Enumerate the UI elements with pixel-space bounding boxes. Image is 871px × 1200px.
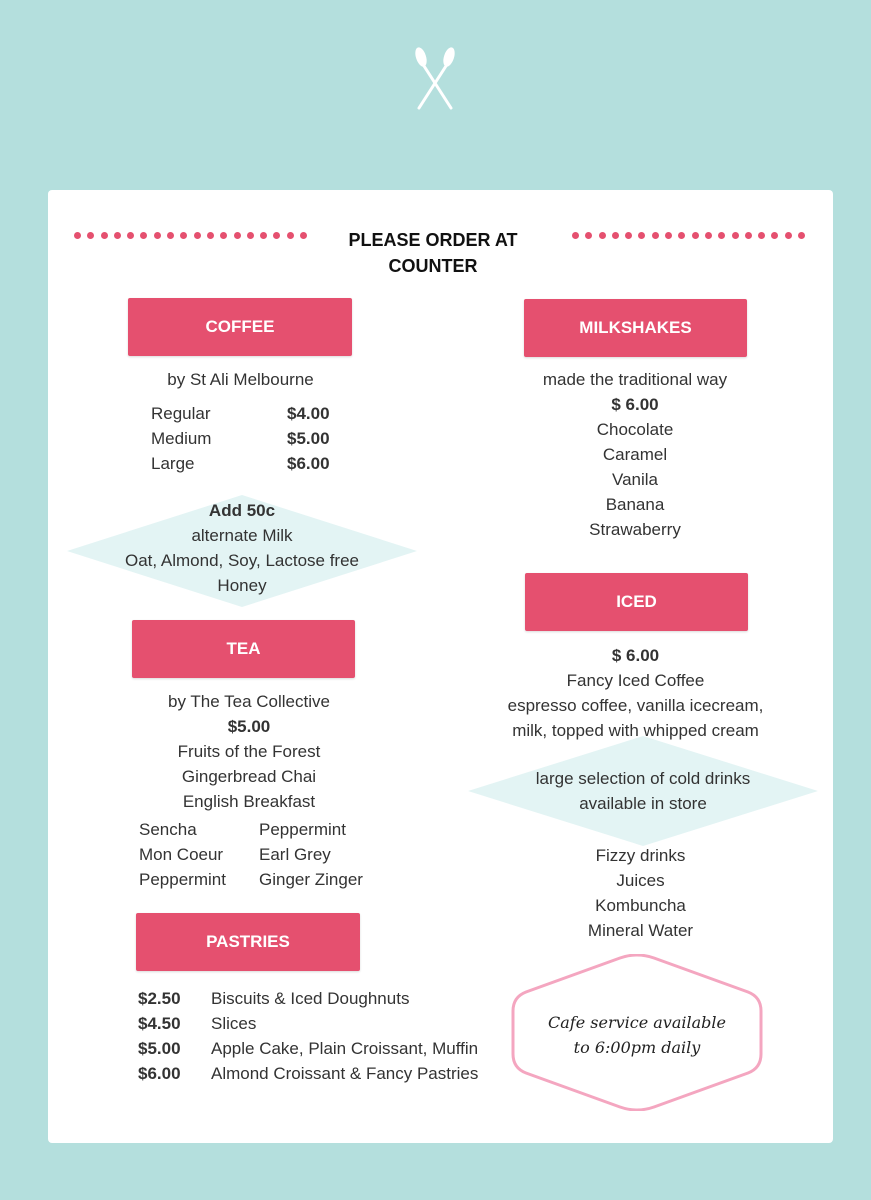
- cold-drinks-line: available in store: [579, 794, 707, 813]
- crossed-spoons-icon: [405, 44, 465, 112]
- iced-desc: espresso coffee, vanilla icecream,: [507, 696, 764, 715]
- page-title: PLEASE ORDER AT COUNTER: [348, 230, 518, 276]
- milkshakes-info: [500, 367, 770, 542]
- tea-info: [118, 689, 380, 814]
- iced-name: Fancy Iced Coffee: [566, 671, 705, 690]
- tea-price: $5.00: [227, 717, 271, 736]
- pastry-name: Apple Cake, Plain Croissant, Muffin: [211, 1039, 479, 1058]
- tea-item: English Breakfast: [182, 792, 316, 811]
- drink-item: Mineral Water: [587, 921, 694, 940]
- milk-addon-panel: [67, 495, 417, 607]
- service-hours-badge: [510, 954, 764, 1111]
- pastry-price: $2.50: [138, 989, 181, 1008]
- iced-price: $ 6.00: [611, 646, 660, 665]
- milkshake-flavour: Caramel: [602, 445, 668, 464]
- milkshakes-subtitle: made the traditional way: [542, 370, 728, 389]
- tea-item: Fruits of the Forest: [177, 742, 321, 761]
- milkshake-flavour: Chocolate: [596, 420, 674, 439]
- addon-line: alternate Milk: [191, 526, 293, 545]
- addon-line: Oat, Almond, Soy, Lactose free: [124, 551, 360, 570]
- dot-divider-right: [572, 232, 811, 242]
- service-line: Cafe service available: [548, 1013, 726, 1032]
- cold-drinks-panel: [468, 736, 818, 846]
- tea-item: Peppermint: [139, 870, 226, 889]
- coffee-size-name: Large: [151, 454, 195, 473]
- menu-card: [48, 190, 833, 1143]
- addon-title: Add 50c: [208, 501, 276, 520]
- addon-line: Honey: [217, 576, 267, 595]
- coffee-subtitle: by St Ali Melbourne: [167, 370, 314, 389]
- drink-item: Juices: [616, 871, 665, 890]
- pastry-name: Biscuits & Iced Doughnuts: [211, 989, 410, 1008]
- coffee-size-list: [151, 401, 330, 476]
- tea-item: Ginger Zinger: [259, 870, 363, 889]
- dot-divider-left: [74, 232, 313, 242]
- pastry-price: $4.50: [138, 1014, 181, 1033]
- pastry-name: Almond Croissant & Fancy Pastries: [211, 1064, 479, 1083]
- coffee-size-name: Medium: [151, 429, 212, 448]
- coffee-size-price: $4.00: [287, 404, 330, 423]
- coffee-size-name: Regular: [151, 404, 211, 423]
- coffee-size-price: $6.00: [287, 454, 330, 473]
- drink-item: Kombuncha: [595, 896, 686, 915]
- drink-item: Fizzy drinks: [595, 846, 686, 865]
- pastry-price: $5.00: [138, 1039, 181, 1058]
- iced-desc: milk, topped with whipped cream: [512, 721, 759, 740]
- milkshake-flavour: Strawaberry: [589, 520, 681, 539]
- iced-info: [468, 643, 803, 743]
- service-line: to 6:00pm daily: [573, 1038, 701, 1057]
- milkshake-flavour: Banana: [605, 495, 665, 514]
- milkshakes-price: $ 6.00: [611, 395, 659, 414]
- tea-subtitle: by The Tea Collective: [168, 692, 330, 711]
- tea-item: Gingerbread Chai: [181, 767, 317, 786]
- tea-item: Peppermint: [259, 820, 346, 839]
- milkshake-flavour: Vanila: [612, 470, 658, 489]
- tea-item: Mon Coeur: [139, 845, 224, 864]
- tea-item: Earl Grey: [259, 845, 331, 864]
- iced-heading: ICED: [525, 573, 748, 631]
- pastries-heading: PASTRIES: [136, 913, 360, 971]
- cold-drinks-list: [528, 843, 753, 943]
- tea-heading: TEA: [132, 620, 355, 678]
- pastry-name: Slices: [211, 1014, 257, 1033]
- milkshakes-heading: MILKSHAKES: [524, 299, 747, 357]
- coffee-heading: COFFEE: [128, 298, 352, 356]
- tea-grid: [139, 817, 363, 892]
- pastry-price: $6.00: [138, 1064, 181, 1083]
- pastries-list: [138, 986, 478, 1086]
- coffee-size-price: $5.00: [287, 429, 330, 448]
- cold-drinks-line: large selection of cold drinks: [535, 769, 751, 788]
- tea-item: Sencha: [139, 820, 197, 839]
